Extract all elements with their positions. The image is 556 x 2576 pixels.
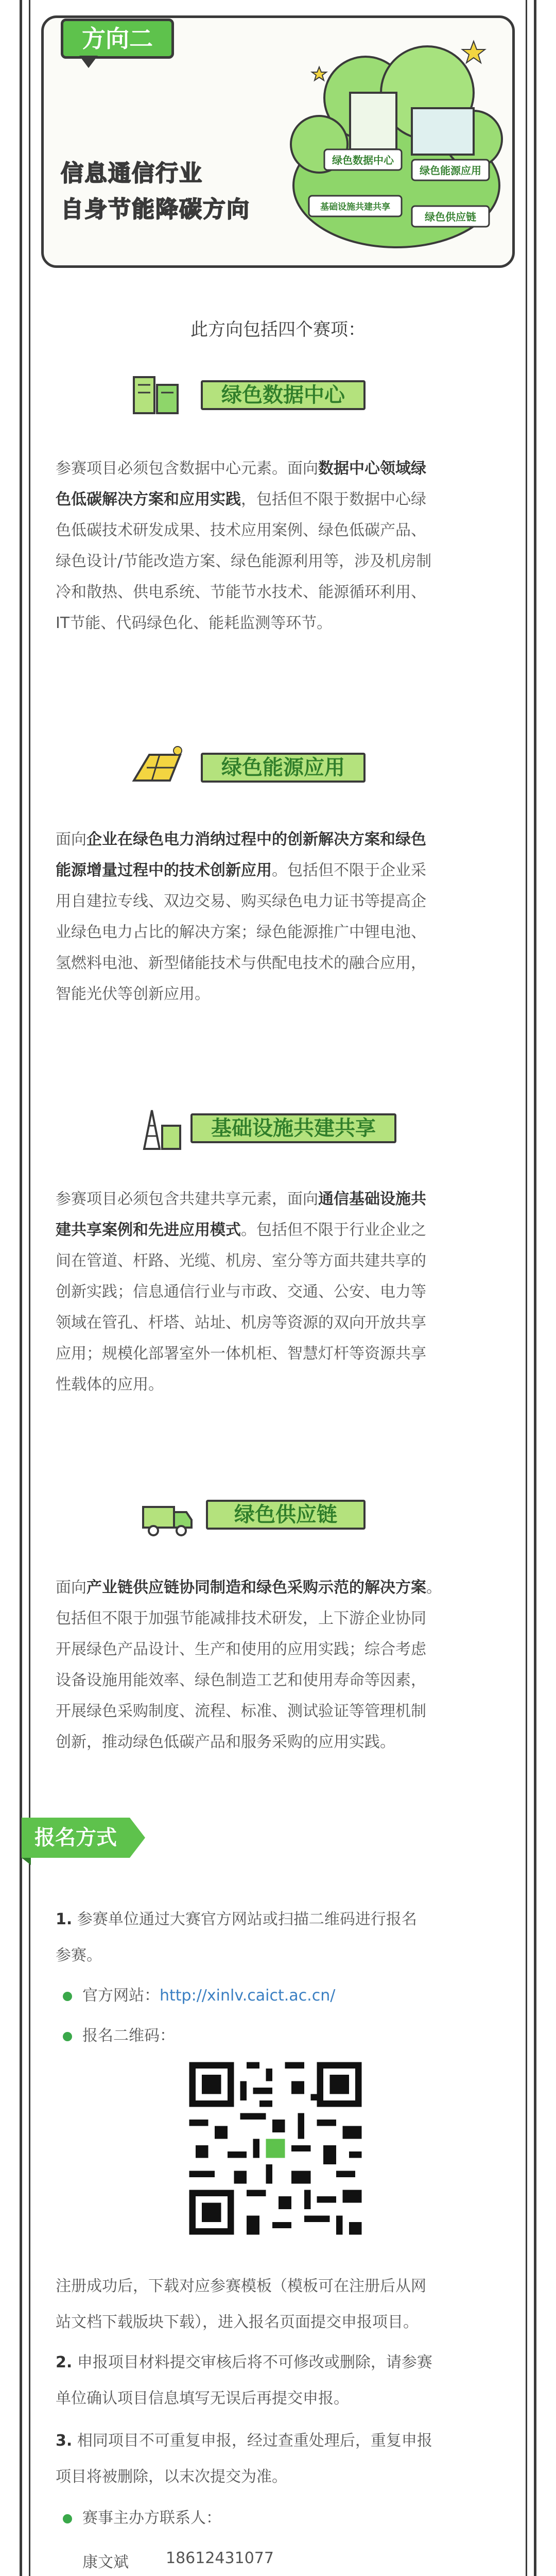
text-line: 面向产业链供应链协同制造和绿色采购示范的解决方案。 xyxy=(56,1579,442,1597)
text-line: 创新，推动绿色低碳产品和服务采购的应用实践。 xyxy=(56,1733,395,1751)
step-1-cont: 参赛。 xyxy=(56,1946,102,1964)
text-line: 创新实践；信息通信行业与市政、交通、公安、电力等 xyxy=(56,1283,426,1301)
contact-phone[interactable]: 18612431077 xyxy=(166,2549,274,2567)
text-line: 智能光伏等创新应用。 xyxy=(56,985,210,1003)
section-banner-datacenter xyxy=(129,372,422,418)
text-line: 业绿色电力占比的解决方案；绿色能源推广中锂电池、 xyxy=(56,923,426,941)
text-line: 参赛项目必须包含数据中心元素。面向数据中心领域绿 xyxy=(56,460,426,478)
text-line: 能源增量过程中的技术创新应用。包括但不限于企业采 xyxy=(56,861,426,879)
section-banner-energy xyxy=(129,744,422,791)
text-line: 设备设施用能效率、绿色制造工艺和使用寿命等因素， xyxy=(56,1671,426,1689)
step-2: 2. 申报项目材料提交审核后将不可修改或删除，请参赛 xyxy=(56,2353,432,2371)
website-row: 官方网站：http://xinlv.caict.ac.cn/ xyxy=(63,1982,516,2005)
contact-name: 康文斌 xyxy=(82,2553,129,2571)
hero-title-line2: 自身节能降碳方向 xyxy=(61,196,250,223)
section-banner-infra xyxy=(129,1105,432,1151)
section-banner-supply xyxy=(139,1492,432,1538)
section-title: 绿色数据中心 xyxy=(201,380,366,410)
text-line: 开展绿色产品设计、生产和使用的应用实践；综合考虑 xyxy=(56,1640,426,1658)
illus-label-datacenter: 绿色数据中心 xyxy=(332,154,394,166)
direction-badge-label: 方向二 xyxy=(61,19,174,59)
tower-icon xyxy=(129,1105,185,1151)
text-line: 领域在管孔、杆塔、站址、机房等资源的双向开放共享 xyxy=(56,1314,426,1332)
hero-illustration xyxy=(288,31,505,252)
qr-code[interactable] xyxy=(183,2056,368,2241)
bullet-icon xyxy=(63,1992,72,2001)
signup-tab-label: 报名方式 xyxy=(22,1818,130,1858)
text-line: 建共享案例和先进应用模式。包括但不限于行业企业之 xyxy=(56,1221,426,1239)
truck-icon xyxy=(139,1492,196,1538)
illus-label-infra: 基础设施共建共享 xyxy=(320,202,390,212)
section-body-supply xyxy=(56,1572,498,1758)
text-line: 开展绿色采购制度、流程、标准、测试验证等管理机制 xyxy=(56,1702,426,1720)
signup-tab xyxy=(22,1818,140,1858)
section-body-datacenter xyxy=(56,453,498,639)
bullet-icon xyxy=(63,2032,72,2041)
intro-text: 此方向包括四个赛项： xyxy=(190,319,366,340)
text-line: 应用；规模化部署室外一体机柜、智慧灯杆等资源共享 xyxy=(56,1345,426,1363)
text-line: 绿色设计/节能改造方案、绿色能源利用等，涉及机房制 xyxy=(56,552,432,570)
after-qr-line2: 站文档下载版块下载），进入报名页面提交申报项目。 xyxy=(56,2313,419,2331)
step-1: 1. 参赛单位通过大赛官方网站或扫描二维码进行报名 xyxy=(56,1910,417,1928)
section-title: 绿色能源应用 xyxy=(201,753,366,783)
section-title: 基础设施共建共享 xyxy=(190,1113,396,1143)
qr-row: 报名二维码： xyxy=(63,2023,516,2045)
text-line: 包括但不限于加强节能减排技术研发，上下游企业协同 xyxy=(56,1609,426,1628)
hero-title-line1: 信息通信行业 xyxy=(61,160,203,187)
bullet-icon xyxy=(63,2514,72,2523)
organizer-label-row: 赛事主办方联系人： xyxy=(63,2505,516,2528)
text-line: 用自建拉专线、双边交易、购买绿色电力证书等提高企 xyxy=(56,892,426,910)
text-line: 面向企业在绿色电力消纳过程中的创新解决方案和绿色 xyxy=(56,831,426,849)
section-title: 绿色供应链 xyxy=(206,1500,366,1530)
server-icon xyxy=(129,372,185,418)
text-line: 冷和散热、供电系统、节能节水技术、能源循环利用、 xyxy=(56,583,426,601)
section-body-energy xyxy=(56,824,498,1010)
section-body-infra xyxy=(56,1184,498,1400)
step-3-cont: 项目将被删除，以末次提交为准。 xyxy=(56,2468,287,2486)
step-3: 3. 相同项目不可重复申报，经过查重处理后，重复申报 xyxy=(56,2432,432,2450)
text-line: 氢燃料电池、新型储能技术与供配电技术的融合应用， xyxy=(56,954,426,972)
illus-label-energy: 绿色能源应用 xyxy=(420,164,481,177)
text-line: 色低碳技术研发成果、技术应用案例、绿色低碳产品、 xyxy=(56,521,426,539)
text-line: 色低碳解决方案和应用实践，包括但不限于数据中心绿 xyxy=(56,490,426,509)
website-link[interactable]: http://xinlv.caict.ac.cn/ xyxy=(160,1987,336,2005)
text-line: 间在管道、杆路、光缆、机房、室分等方面共建共享的 xyxy=(56,1252,426,1270)
illus-label-supply: 绿色供应链 xyxy=(425,211,476,223)
direction-badge xyxy=(61,19,174,68)
text-line: IT节能、代码绿色化、能耗监测等环节。 xyxy=(56,614,333,632)
step-2-cont: 单位确认项目信息填写无误后再提交申报。 xyxy=(56,2389,349,2408)
solar-panel-icon xyxy=(129,744,185,791)
after-qr-line1: 注册成功后，下载对应参赛模板（模板可在注册后从网 xyxy=(56,2277,426,2295)
text-line: 参赛项目必须包含共建共享元素，面向通信基础设施共 xyxy=(56,1190,426,1208)
text-line: 性载体的应用。 xyxy=(56,1376,164,1394)
